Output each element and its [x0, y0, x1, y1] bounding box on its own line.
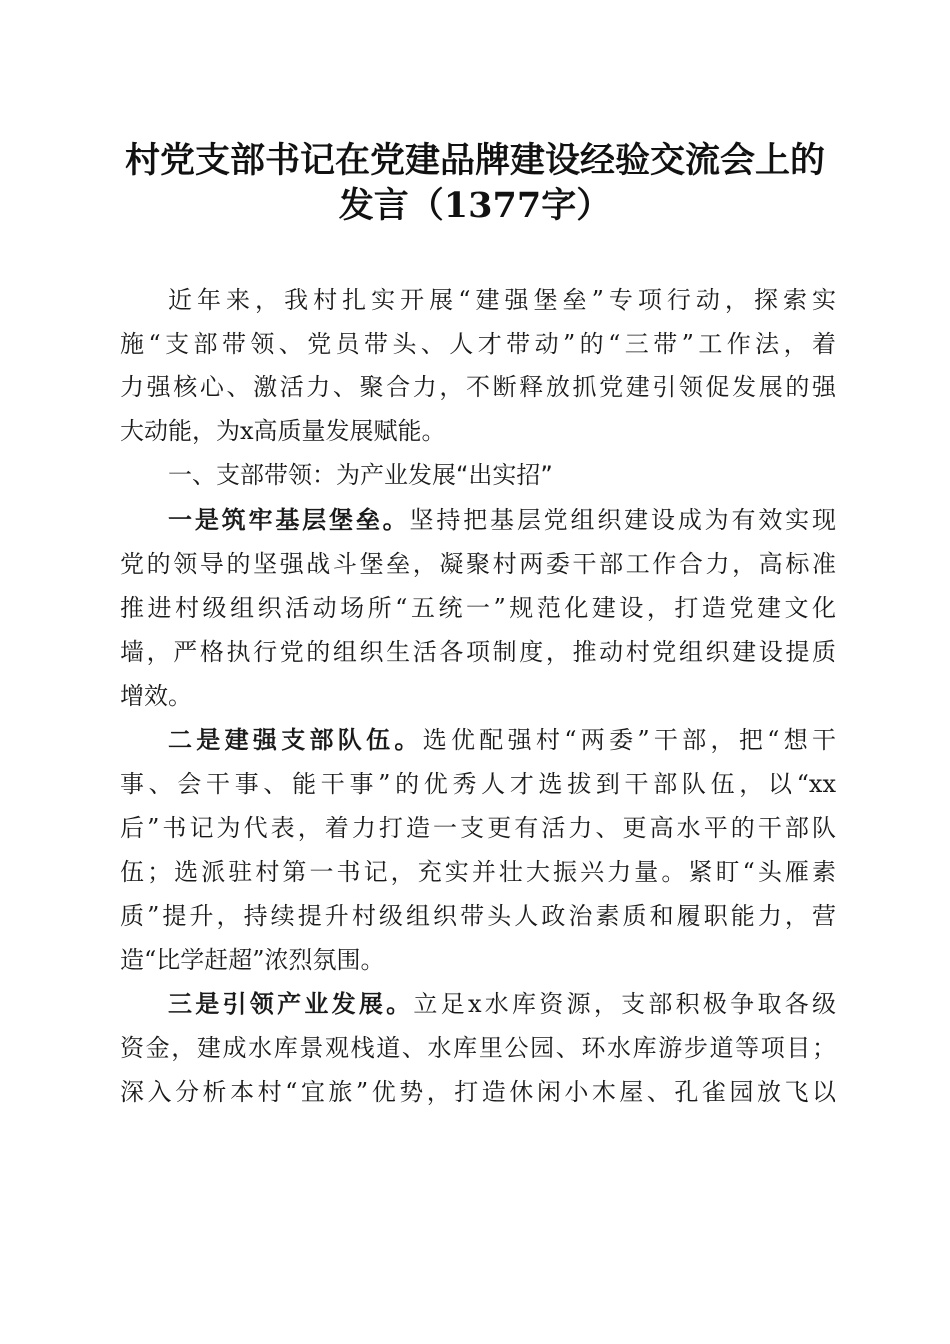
point2-first-line: [168, 723, 836, 757]
point2-line: 后”书记为代表，着力打造一支更有活力、更高水平的干部队: [120, 814, 836, 842]
section-heading: 一、支部带领：为产业发展“出实招”: [168, 461, 553, 489]
point1-line: 推进村级组织活动场所“五统一”规范化建设，打造党建文化: [120, 594, 836, 622]
document-title-line1: 村党支部书记在党建品牌建设经验交流会上的: [124, 140, 825, 181]
point1-first-rest: 坚持把基层党组织建设成为有效实现: [409, 506, 836, 534]
point2-line: 质”提升，持续提升村级组织带头人政治素质和履职能力，营: [120, 902, 836, 930]
point2-line: 事、会干事、能干事”的优秀人才选拔到干部队伍，以“xx: [120, 770, 836, 798]
intro-line: 大动能，为x高质量发展赋能。: [120, 417, 446, 445]
point3-first-rest: 立足x水库资源，支部积极争取各级: [413, 990, 836, 1018]
point1-line: 墙，严格执行党的组织生活各项制度，推动村党组织建设提质: [120, 638, 836, 666]
point1-line: 党的领导的坚强战斗堡垒，凝聚村两委干部工作合力，高标准: [120, 550, 836, 578]
document-title-line2: 发言（1377字）: [338, 185, 612, 226]
point2-first-rest: 选优配强村“两委”干部，把“想干: [422, 726, 837, 754]
point1-lead: 一是筑牢基层堡垒。: [168, 505, 410, 534]
point2-lead: 二是建强支部队伍。: [168, 725, 423, 754]
point3-lead: 三是引领产业发展。: [168, 989, 414, 1018]
point3-first-line: [168, 987, 836, 1021]
point3-line: 资金，建成水库景观栈道、水库里公园、环水库游步道等项目；: [120, 1034, 836, 1062]
intro-line: 近年来，我村扎实开展“建强堡垒”专项行动，探索实: [168, 286, 836, 314]
point1-first-line: [168, 503, 836, 537]
point2-line: 造“比学赶超”浓烈氛围。: [120, 946, 385, 974]
point2-line: 伍；选派驻村第一书记，充实并壮大振兴力量。紧盯“头雁素: [120, 858, 836, 886]
point3-line: 深入分析本村“宜旅”优势，打造休闲小木屋、孔雀园放飞以: [120, 1078, 836, 1106]
intro-line: 施“支部带领、党员带头、人才带动”的“三带”工作法，着: [120, 330, 836, 358]
point1-line: 增效。: [120, 682, 192, 710]
intro-line: 力强核心、激活力、聚合力，不断释放抓党建引领促发展的强: [120, 373, 836, 401]
